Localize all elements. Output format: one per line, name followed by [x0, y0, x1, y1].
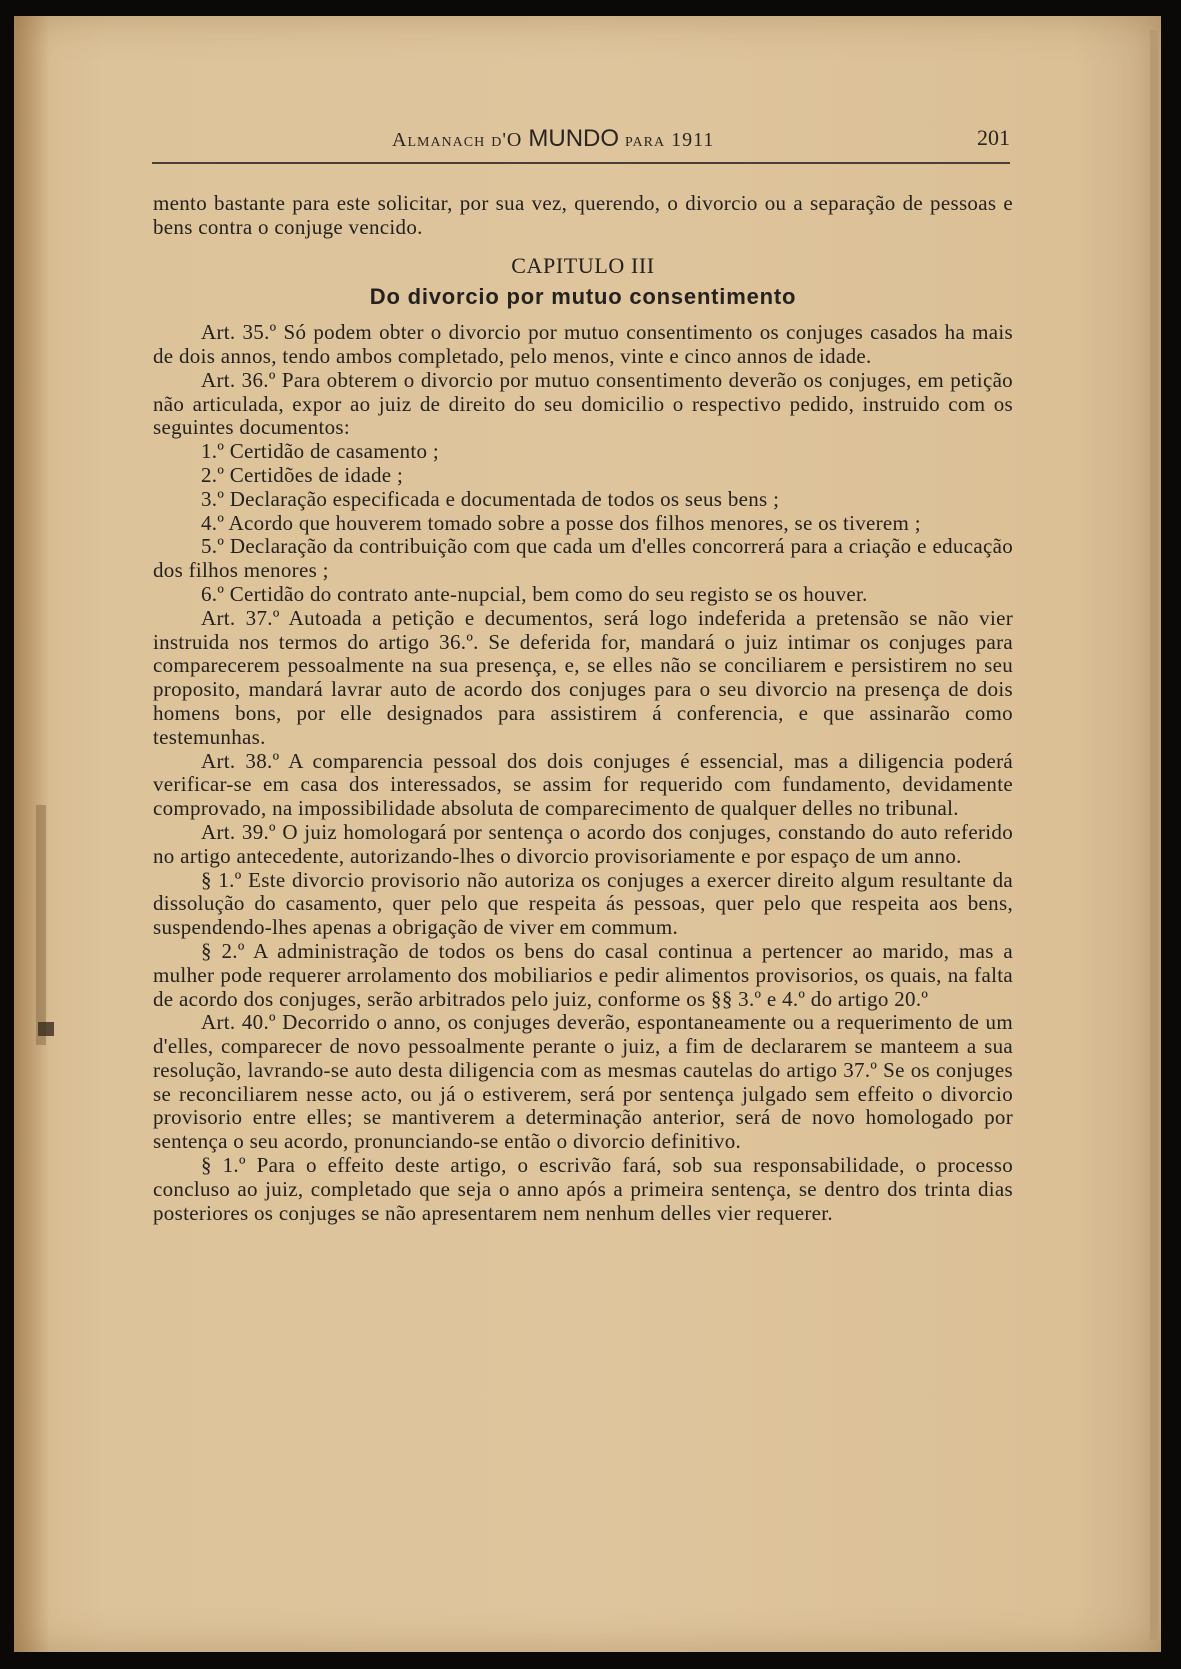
- article-37: Art. 37.º Autoada a petição e decumentos, será logo indeferida a pretensão se não vier instruida nos termos do artigo 36.º. Se deferida for, mandará o juiz intimar os conjuges para comparecerem pessoalmente na sua presença, e, se elles não se conciliarem e persistirem no seu proposito, mandará lavrar auto de acordo dos conjuges para o seu divorcio na presença de dois homens bons, por elle designados para assistirem á conferencia, e que assinarão como testemunhas.: [153, 605, 1013, 749]
- page-header: [152, 123, 1010, 159]
- page-stain-mark: [38, 1022, 54, 1036]
- article-38: Art. 38.º A comparencia pessoal dos dois conjuges é essencial, mas a diligencia poderá verificar-se em casa dos interessados, se assim for requerido com fundamento, devidamente comprovado, na impossibilidade absoluta de comparecimento de qualquer delles no tribunal.: [153, 748, 1013, 821]
- article-39: Art. 39.º O juiz homologará por sentença o acordo dos conjuges, constando do auto referido no artigo antecedente, autorizando-lhes o divorcio provisoriamente e por espaço de um anno.: [153, 819, 1013, 868]
- list-item: 2.º Certidões de idade ;: [201, 462, 404, 487]
- running-head-prefix: Almanach d'O: [392, 129, 529, 151]
- running-head-suffix: para 1911: [619, 129, 715, 151]
- article-35: Art. 35.º Só podem obter o divorcio por mutuo consentimento os conjuges casados ha mais de dois annos, tendo ambos completado, pelo menos, vinte e cinco annos de idade.: [153, 320, 1013, 368]
- list-item: 6.º Certidão do contrato ante-nupcial, bem como do seu registo se os houver.: [201, 581, 868, 606]
- header-rule: [152, 162, 1010, 164]
- list-item: 4.º Acordo que houverem tomado sobre a posse dos filhos menores, se os tiverem ;: [201, 510, 921, 535]
- list-item: 1.º Certidão de casamento ;: [201, 439, 439, 464]
- list-item: 3.º Declaração especificada e documentada de todos os seus bens ;: [201, 486, 780, 511]
- article-39-paragraph-1: § 1.º Este divorcio provisorio não autoriza os conjuges a exercer direito algum resultante da dissolução do casamento, quer pelo que respeita ás pessoas, quer pelo que respeita aos bens, suspendendo-lhes apenas a obrigação de viver em commum.: [153, 867, 1013, 940]
- page-body: [153, 192, 1013, 1225]
- running-head: [392, 125, 714, 153]
- page-number: 201: [977, 125, 1010, 150]
- chapter-title: Do divorcio por mutuo consentimento: [369, 284, 797, 310]
- chapter-heading: CAPITULO III: [511, 252, 655, 278]
- running-head-brand: MUNDO: [528, 125, 620, 152]
- article-39-paragraph-2: § 2.º A administração de todos os bens do casal continua a pertencer ao marido, mas a mulher pode requerer arrolamento dos mobiliarios e pedir alimentos provisorios, os quais, na falta de acordo dos conjuges, serão arbitrados pelo juiz, conforme os §§ 3.º e 4.º do artigo 20.º: [153, 938, 1013, 1011]
- list-item: 5.º Declaração da contribuição com que cada um d'elles concorrerá para a criação e educação dos filhos menores ;: [153, 534, 1013, 583]
- page-right-edge: [1150, 30, 1158, 1640]
- article-36: Art. 36.º Para obterem o divorcio por mutuo consentimento deverão os conjuges, em petição não articulada, expor ao juiz de direito do seu domicilio o respectivo pedido, instruido com os seguintes documentos:: [153, 367, 1013, 440]
- article-40-paragraph-1: § 1.º Para o effeito deste artigo, o escrivão fará, sob sua responsabilidade, o processo concluso ao juiz, completado que seja o anno após a primeira sentença, se dentro dos trinta dias posteriores os conjuges se não apresentarem nem nenhum delles vier requerer.: [153, 1153, 1013, 1225]
- paragraph-continuation: mento bastante para este solicitar, por sua vez, querendo, o divorcio ou a separação de pessoas e bens contra o conjuge vencido.: [153, 191, 1013, 239]
- page-stain: [36, 805, 46, 1045]
- article-40: Art. 40.º Decorrido o anno, os conjuges deverão, espontaneamente ou a requerimento de um d'elles, comparecer de novo pessoalmente perante o juiz, a fim de declararem se manteem a sua resolução, lavrando-se auto desta diligencia com as mesmas cautelas do artigo 37.º Se os conjuges se reconciliarem nesse acto, ou já o estiverem, será por sentença julgado sem effeito o divorcio provisorio entre elles; se mantiverem a determinação anterior, será de novo homologado por sentença o seu acordo, pronunciando-se então o divorcio definitivo.: [153, 1010, 1013, 1154]
